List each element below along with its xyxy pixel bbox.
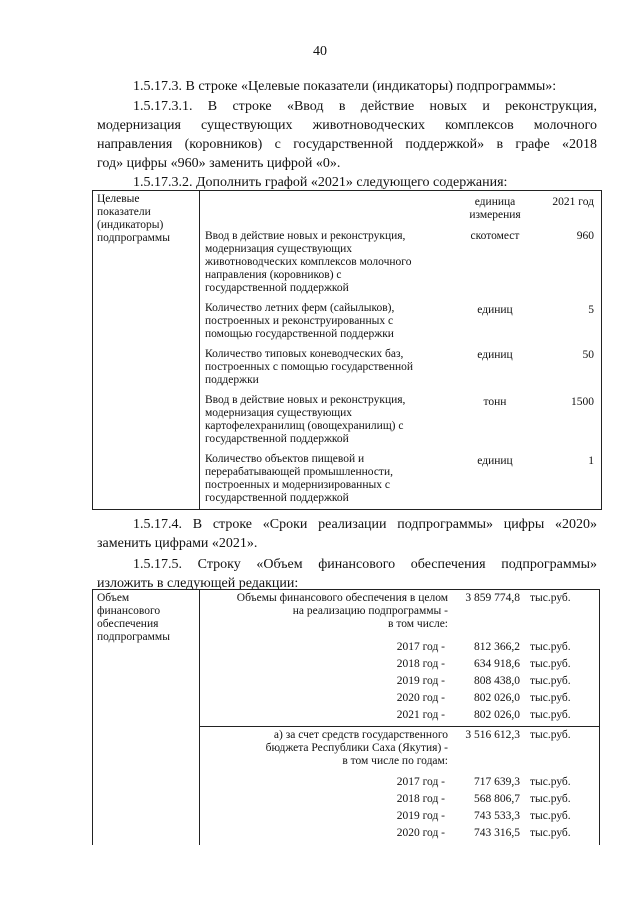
republic-budget-title: а) за счет средств государственного бюджета Республики Саха (Якутия) - в том числе по годам: bbox=[265, 729, 448, 767]
para-1-5-17-3-1-line3: направления (коровников) с государственной поддержкой» в графе «2018 bbox=[97, 137, 597, 152]
indicator-row-4-unit: тонн bbox=[483, 396, 507, 408]
finance-year-2019-value: 808 438,0 bbox=[474, 675, 520, 687]
indicator-row-2-unit: единиц bbox=[477, 304, 513, 316]
indicator-row-5-name: Количество объектов пищевой и перерабатывающей промышленности, построенных и модернизированных с государственной поддержкой bbox=[205, 453, 393, 504]
finance-total-value: 3 859 774,8 bbox=[465, 592, 520, 604]
indicator-row-1-name: Ввод в действие новых и реконструкция, модернизация существующих животноводческих комплексов молочного направления (коровников) с государственной поддержкой bbox=[205, 230, 412, 294]
year-column-header: 2021 год bbox=[552, 196, 594, 208]
republic-year-2017-label: 2017 год - bbox=[396, 776, 445, 788]
republic-year-2019-value: 743 533,3 bbox=[474, 810, 520, 822]
finance-year-2017-label: 2017 год - bbox=[396, 641, 445, 653]
finance-year-2018-value: 634 918,6 bbox=[474, 658, 520, 670]
republic-year-2017-value: 717 639,3 bbox=[474, 776, 520, 788]
finance-block-separator bbox=[199, 726, 599, 727]
indicator-row-2-name: Количество летних ферм (сайылыков), построенных и реконструированных с помощью государственной поддержки bbox=[205, 302, 395, 340]
unit-column-header: единица измерения bbox=[469, 196, 521, 221]
finance-year-2018-unit: тыс.руб. bbox=[530, 658, 571, 670]
finance-table-top-border bbox=[92, 589, 600, 590]
table-divider bbox=[199, 190, 200, 509]
indicator-row-3-name: Количество типовых коневодческих баз, построенных с помощью государственной поддержки bbox=[205, 348, 414, 386]
para-1-5-17-4-line2: заменить цифрами «2021». bbox=[97, 536, 258, 551]
finance-year-2018-label: 2018 год - bbox=[396, 658, 445, 670]
finance-year-2020-unit: тыс.руб. bbox=[530, 692, 571, 704]
republic-year-2019-unit: тыс.руб. bbox=[530, 810, 571, 822]
para-1-5-17-5-line1: 1.5.17.5. Строку «Объем финансового обеспечения подпрограммы» bbox=[133, 557, 597, 572]
republic-year-2018-value: 568 806,7 bbox=[474, 793, 520, 805]
para-1-5-17-3-1-line2: модернизация существующих животноводческих комплексов молочного bbox=[97, 118, 597, 133]
para-1-5-17-4-line1: 1.5.17.4. В строке «Сроки реализации подпрограммы» цифры «2020» bbox=[133, 517, 597, 532]
republic-year-2020-unit: тыс.руб. bbox=[530, 827, 571, 839]
para-1-5-17-5-line2: изложить в следующей редакции: bbox=[97, 576, 299, 591]
indicators-row-label: Целевые показатели (индикаторы) подпрограммы bbox=[97, 193, 170, 244]
republic-budget-total-unit: тыс.руб. bbox=[530, 729, 571, 741]
republic-year-2020-label: 2020 год - bbox=[396, 827, 445, 839]
finance-year-2021-value: 802 026,0 bbox=[474, 709, 520, 721]
finance-row-label: Объем финансового обеспечения подпрограммы bbox=[97, 592, 170, 643]
finance-total-unit: тыс.руб. bbox=[530, 592, 571, 604]
para-1-5-17-3: 1.5.17.3. В строке «Целевые показатели (индикаторы) подпрограммы»: bbox=[133, 79, 557, 94]
finance-year-2021-unit: тыс.руб. bbox=[530, 709, 571, 721]
republic-budget-total-value: 3 516 612,3 bbox=[465, 729, 520, 741]
finance-table-right-border bbox=[599, 589, 600, 845]
republic-year-2018-unit: тыс.руб. bbox=[530, 793, 571, 805]
finance-year-2019-unit: тыс.руб. bbox=[530, 675, 571, 687]
republic-year-2017-unit: тыс.руб. bbox=[530, 776, 571, 788]
indicator-row-4-value: 1500 bbox=[571, 396, 594, 408]
indicator-row-5-value: 1 bbox=[588, 455, 594, 467]
finance-year-2020-value: 802 026,0 bbox=[474, 692, 520, 704]
indicator-row-3-value: 50 bbox=[582, 349, 594, 361]
republic-year-2019-label: 2019 год - bbox=[396, 810, 445, 822]
para-1-5-17-3-1-line4: год» цифры «960» заменить цифрой «0». bbox=[97, 156, 341, 171]
finance-year-2019-label: 2019 год - bbox=[396, 675, 445, 687]
finance-year-2021-label: 2021 год - bbox=[396, 709, 445, 721]
finance-year-2017-unit: тыс.руб. bbox=[530, 641, 571, 653]
finance-year-2020-label: 2020 год - bbox=[396, 692, 445, 704]
page-number: 40 bbox=[313, 44, 327, 59]
republic-year-2020-value: 743 316,5 bbox=[474, 827, 520, 839]
finance-table-left-border bbox=[92, 589, 93, 845]
indicator-row-2-value: 5 bbox=[588, 304, 594, 316]
indicator-row-3-unit: единиц bbox=[477, 349, 513, 361]
indicator-row-1-unit: скотомест bbox=[470, 230, 520, 242]
indicator-row-4-name: Ввод в действие новых и реконструкция, модернизация существующих картофелехранилищ (овощехранилищ) с государственной поддержкой bbox=[205, 394, 406, 445]
finance-total-title: Объемы финансового обеспечения в целом на реализацию подпрограммы - в том числе: bbox=[236, 592, 448, 630]
republic-year-2018-label: 2018 год - bbox=[396, 793, 445, 805]
finance-year-2017-value: 812 366,2 bbox=[474, 641, 520, 653]
para-1-5-17-3-2: 1.5.17.3.2. Дополнить графой «2021» следующего содержания: bbox=[133, 175, 508, 190]
indicator-row-1-value: 960 bbox=[576, 230, 594, 242]
para-1-5-17-3-1-line1: 1.5.17.3.1. В строке «Ввод в действие новых и реконструкция, bbox=[133, 99, 597, 114]
indicator-row-5-unit: единиц bbox=[477, 455, 513, 467]
